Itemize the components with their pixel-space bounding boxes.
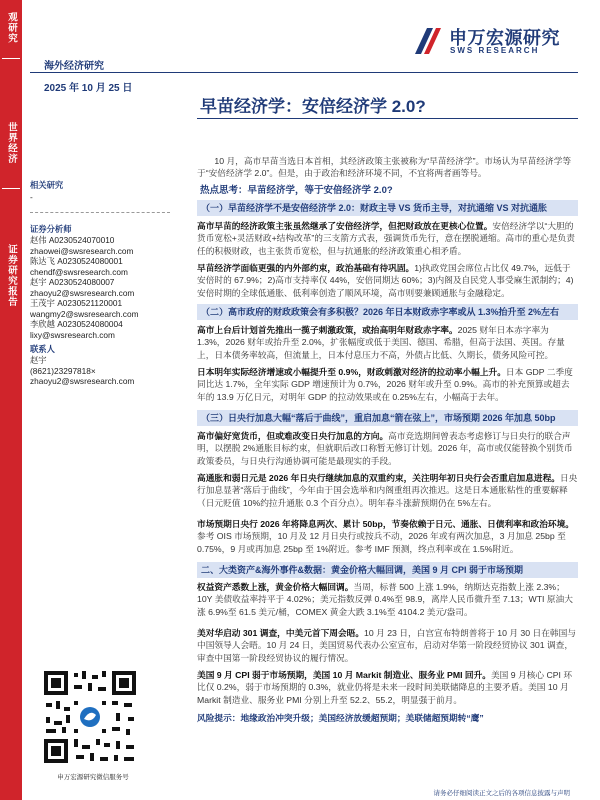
paragraph-lead: 高市上台后计划首先推出一揽子刺激政策，或抬高明年财政赤字率。	[197, 325, 458, 335]
sidebar-section: 世界经济	[6, 122, 17, 164]
analyst-email[interactable]: chendf@swsresearch.com	[30, 266, 128, 277]
paragraph-lead: 早苗经济学面临更强的内外部约束，政治基础有待巩固。	[197, 263, 415, 273]
paragraph-text: 2025 财年日本赤字率为 1.3%，2026 财年或抬升至 2.0%，扩张幅度或低于美国、德国、希腊，但高于法国、英国。存量上，日本债务率较高，但流量上，日本付息压力不高，外债占比低、久期长，债务风险可控。	[197, 325, 565, 360]
section-heading-3: （三）日央行加息大幅“落后于曲线”，重启加息“箭在弦上”，市场预期 2026 年加息 50bp	[197, 410, 578, 426]
paragraph-text: 安倍经济学以“大胆的货币宽松+灵活财政+结构改革”的三支箭方式表，强调货币先行，意在摆脱通缩。高市的重心是负责任的积极财政，也主张货币宽松，但与抗通胀的经济政策重心相矛盾。	[197, 221, 575, 256]
paragraph	[197, 366, 578, 404]
related-label: 相关研究	[30, 180, 64, 190]
contact-label: 联系人	[30, 344, 55, 354]
sidebar-divider	[2, 58, 20, 59]
paragraph-lead: 美国 9 月 CPI 弱于市场预期，美国 10 月 Markit 制造业、服务业 PMI 回升。	[197, 670, 491, 680]
analyst-line: 赵宇 A0230524080007	[30, 277, 115, 287]
sidebar-doc-type: 证券研究报告	[6, 243, 17, 307]
paragraph	[197, 518, 578, 568]
contact-list	[30, 355, 170, 387]
report-title: 早苗经济学：安倍经济学 2.0?	[200, 97, 426, 116]
analysts-label: 证券分析师	[30, 224, 72, 234]
qr-caption: 申万宏源研究微信服务号	[57, 774, 129, 781]
paragraph-text: 日央行加息显著“落后于曲线”，今年由于国会选举和内阁重组再次推迟。这是日本通胀粘性的重要解释（日元贬值 10%约拉升通胀 0.3 个百分点）。明年春斗涨薪预期仍在 5%左右。	[197, 473, 578, 508]
related-item: -	[30, 192, 33, 202]
analyst-list	[30, 235, 170, 340]
hot-topic-title: 热点思考：早苗经济学，等于安倍经济学 2.0?	[200, 185, 393, 196]
paragraph	[197, 472, 578, 522]
contact-email[interactable]: zhaoyu2@swsresearch.com	[30, 376, 135, 386]
paragraph-lead: 高通胀和弱日元是 2026 年日央行继续加息的双重约束，关注明年初日央行会否重启加息进程。	[197, 473, 560, 483]
analyst-email[interactable]: zhaoyu2@swsresearch.com	[30, 287, 135, 298]
paragraph-text: 10 月 23 日，白宫宣布特朗普将于 10 月 30 日在韩国与中国领导人会晤。10 月 24 日，美国贸易代表办公室宣布，启动对华第一阶段经贸协议 301 调查，审查中国第一阶段经贸协议的履行情况。	[197, 628, 576, 663]
title-rule	[197, 118, 578, 119]
contact-phone: (8621)23297818×	[30, 365, 96, 376]
paragraph-lead: 市场预期日央行 2026 年将降息两次、累计 50bp，节奏依赖于日元、通胀、日债利率和政治环境。	[197, 519, 574, 529]
left-divider	[30, 212, 170, 213]
paragraph-lead: 美对华启动 301 调查，中美元首下周会晤。	[197, 628, 365, 638]
logo-text-cn: 申万宏源研究	[449, 28, 560, 48]
paragraph-lead: 权益资产悉数上涨，黄金价格大幅回调。	[197, 582, 354, 592]
paragraph-lead: 高市偏好宽货币，但或难改变日央行加息的方向。	[197, 431, 389, 441]
company-logo	[413, 24, 573, 60]
paragraph-text: 当周，标普 500 上涨 1.9%，纳斯达克指数上涨 2.3%；10Y 美债收益率持平于 4.02%；美元指数反弹 0.4%至 98.9，离岸人民币微升至 7.13；WTI 原油大涨 6.9%至 61.5 美元/桶，COMEX 黄金大跌 3.1%至 4104.2 美元/盎司。	[197, 582, 573, 617]
analyst-email[interactable]: zhaowei@swsresearch.com	[30, 245, 134, 256]
logo-text-en: SWS RESEARCH	[450, 46, 540, 55]
risk-warning: 风险提示：地缘政治冲突升级；美国经济放缓超预期；美联储超预期转“鹰”	[197, 713, 484, 723]
section-heading-2: （二）高市政府的财政政策会有多积极？2026 年日本财政赤字率或从 1.3%抬升至 2%左右	[197, 304, 578, 320]
paragraph-text: 高市竞选期间曾表态考虑修订与日央行的联合声明，以摆脱 2%通胀目标约束，但就职后改口称暂无修订计划。2026 年，高市或仅能替换个别货币政策委员，与日央行沟通协调可能是最现实的手段。	[197, 431, 573, 466]
analyst-email[interactable]: wangmy2@swsresearch.com	[30, 308, 139, 319]
intro-paragraph: 10 月，高市早苗当选日本首相，其经济政策主张被称为“早苗经济学”。市场认为早苗经济学等于“安倍经济学 2.0”。但是，由于政治和经济环境不同，不宜将两者画等号。	[197, 156, 572, 179]
analyst-line: 李欣越 A0230524080004	[30, 319, 123, 329]
analyst-line: 陈达飞 A0230524080001	[30, 256, 123, 266]
paragraph-text: 1)执政党国会席位占比仅 49.7%，远低于安倍时的 67.9%；2)高市支持率仅 44%，安倍同期达 60%；3)内阁及自民党人事受麻生派制约；4)安倍时期的全球低通胀、低利率创造了顺风环境，高市则要兼顾通胀与金融稳定。	[197, 263, 574, 298]
section-heading-1: （一）早苗经济学不是安倍经济学 2.0：财政主导 VS 货币主导，对抗通缩 VS 对抗通胀	[197, 200, 578, 216]
disclaimer-footer: 请务必仔细阅读正文之后的各项信息披露与声明	[433, 790, 570, 797]
paragraph	[197, 581, 578, 631]
paragraph-text: 美国 9 月核心 CPI 环比仅 0.2%，弱于市场预期的 0.3%，就业仍将是未来一段时间美联储降息的主要矛盾。美国 10 月 Markit 制造业、服务业 PMI 分别上升至 52.2、55.2，明显强于前月。	[197, 670, 573, 705]
section-heading-4: 二、大类资产&海外事件&数据：黄金价格大幅回调，美国 9 月 CPI 弱于市场预期	[197, 562, 578, 578]
analyst-email[interactable]: lixy@swsresearch.com	[30, 329, 115, 340]
logo-mark-icon	[413, 26, 443, 56]
sidebar-category: 观研究	[6, 12, 17, 44]
sidebar-divider	[2, 188, 20, 189]
analyst-line: 赵伟 A0230524070010	[30, 235, 115, 245]
analyst-line: 王茂宇 A0230521120001	[30, 298, 123, 308]
paragraph-text: 参考 OIS 市场预期，10 月及 12 月日央行或按兵不动，2026 年或有两次加息，3 月加息 25bp 至 0.75%，9 月或再加息 25bp 至 1%附近。参考 IMF 预测，终点利率或在 1.5%附近。	[197, 531, 566, 554]
report-date: 2025 年 10 月 25 日	[44, 83, 133, 94]
paragraph-lead: 高市早苗的经济政策主张虽然继承了安倍经济学，但把财政放在更核心位置。	[197, 221, 493, 231]
paragraph-text: 日本 GDP 二季度同比达 1.7%，全年实际 GDP 增速预计为 0.7%，2026 财年或升至 0.9%。高市的补充预算或超去年的 13.9 万亿日元，对明年 GDP 的拉动效果或在 0.25%左右，小幅高于去年。	[197, 367, 573, 402]
contact-name: 赵宇	[30, 355, 47, 365]
qr-code-icon	[40, 667, 140, 767]
series-label: 海外经济研究	[44, 61, 104, 72]
header-rule	[30, 72, 578, 73]
paragraph-lead: 日本明年实际经济增速或小幅提升至 0.9%，财政刺激对经济的拉动率小幅上升。	[197, 367, 506, 377]
